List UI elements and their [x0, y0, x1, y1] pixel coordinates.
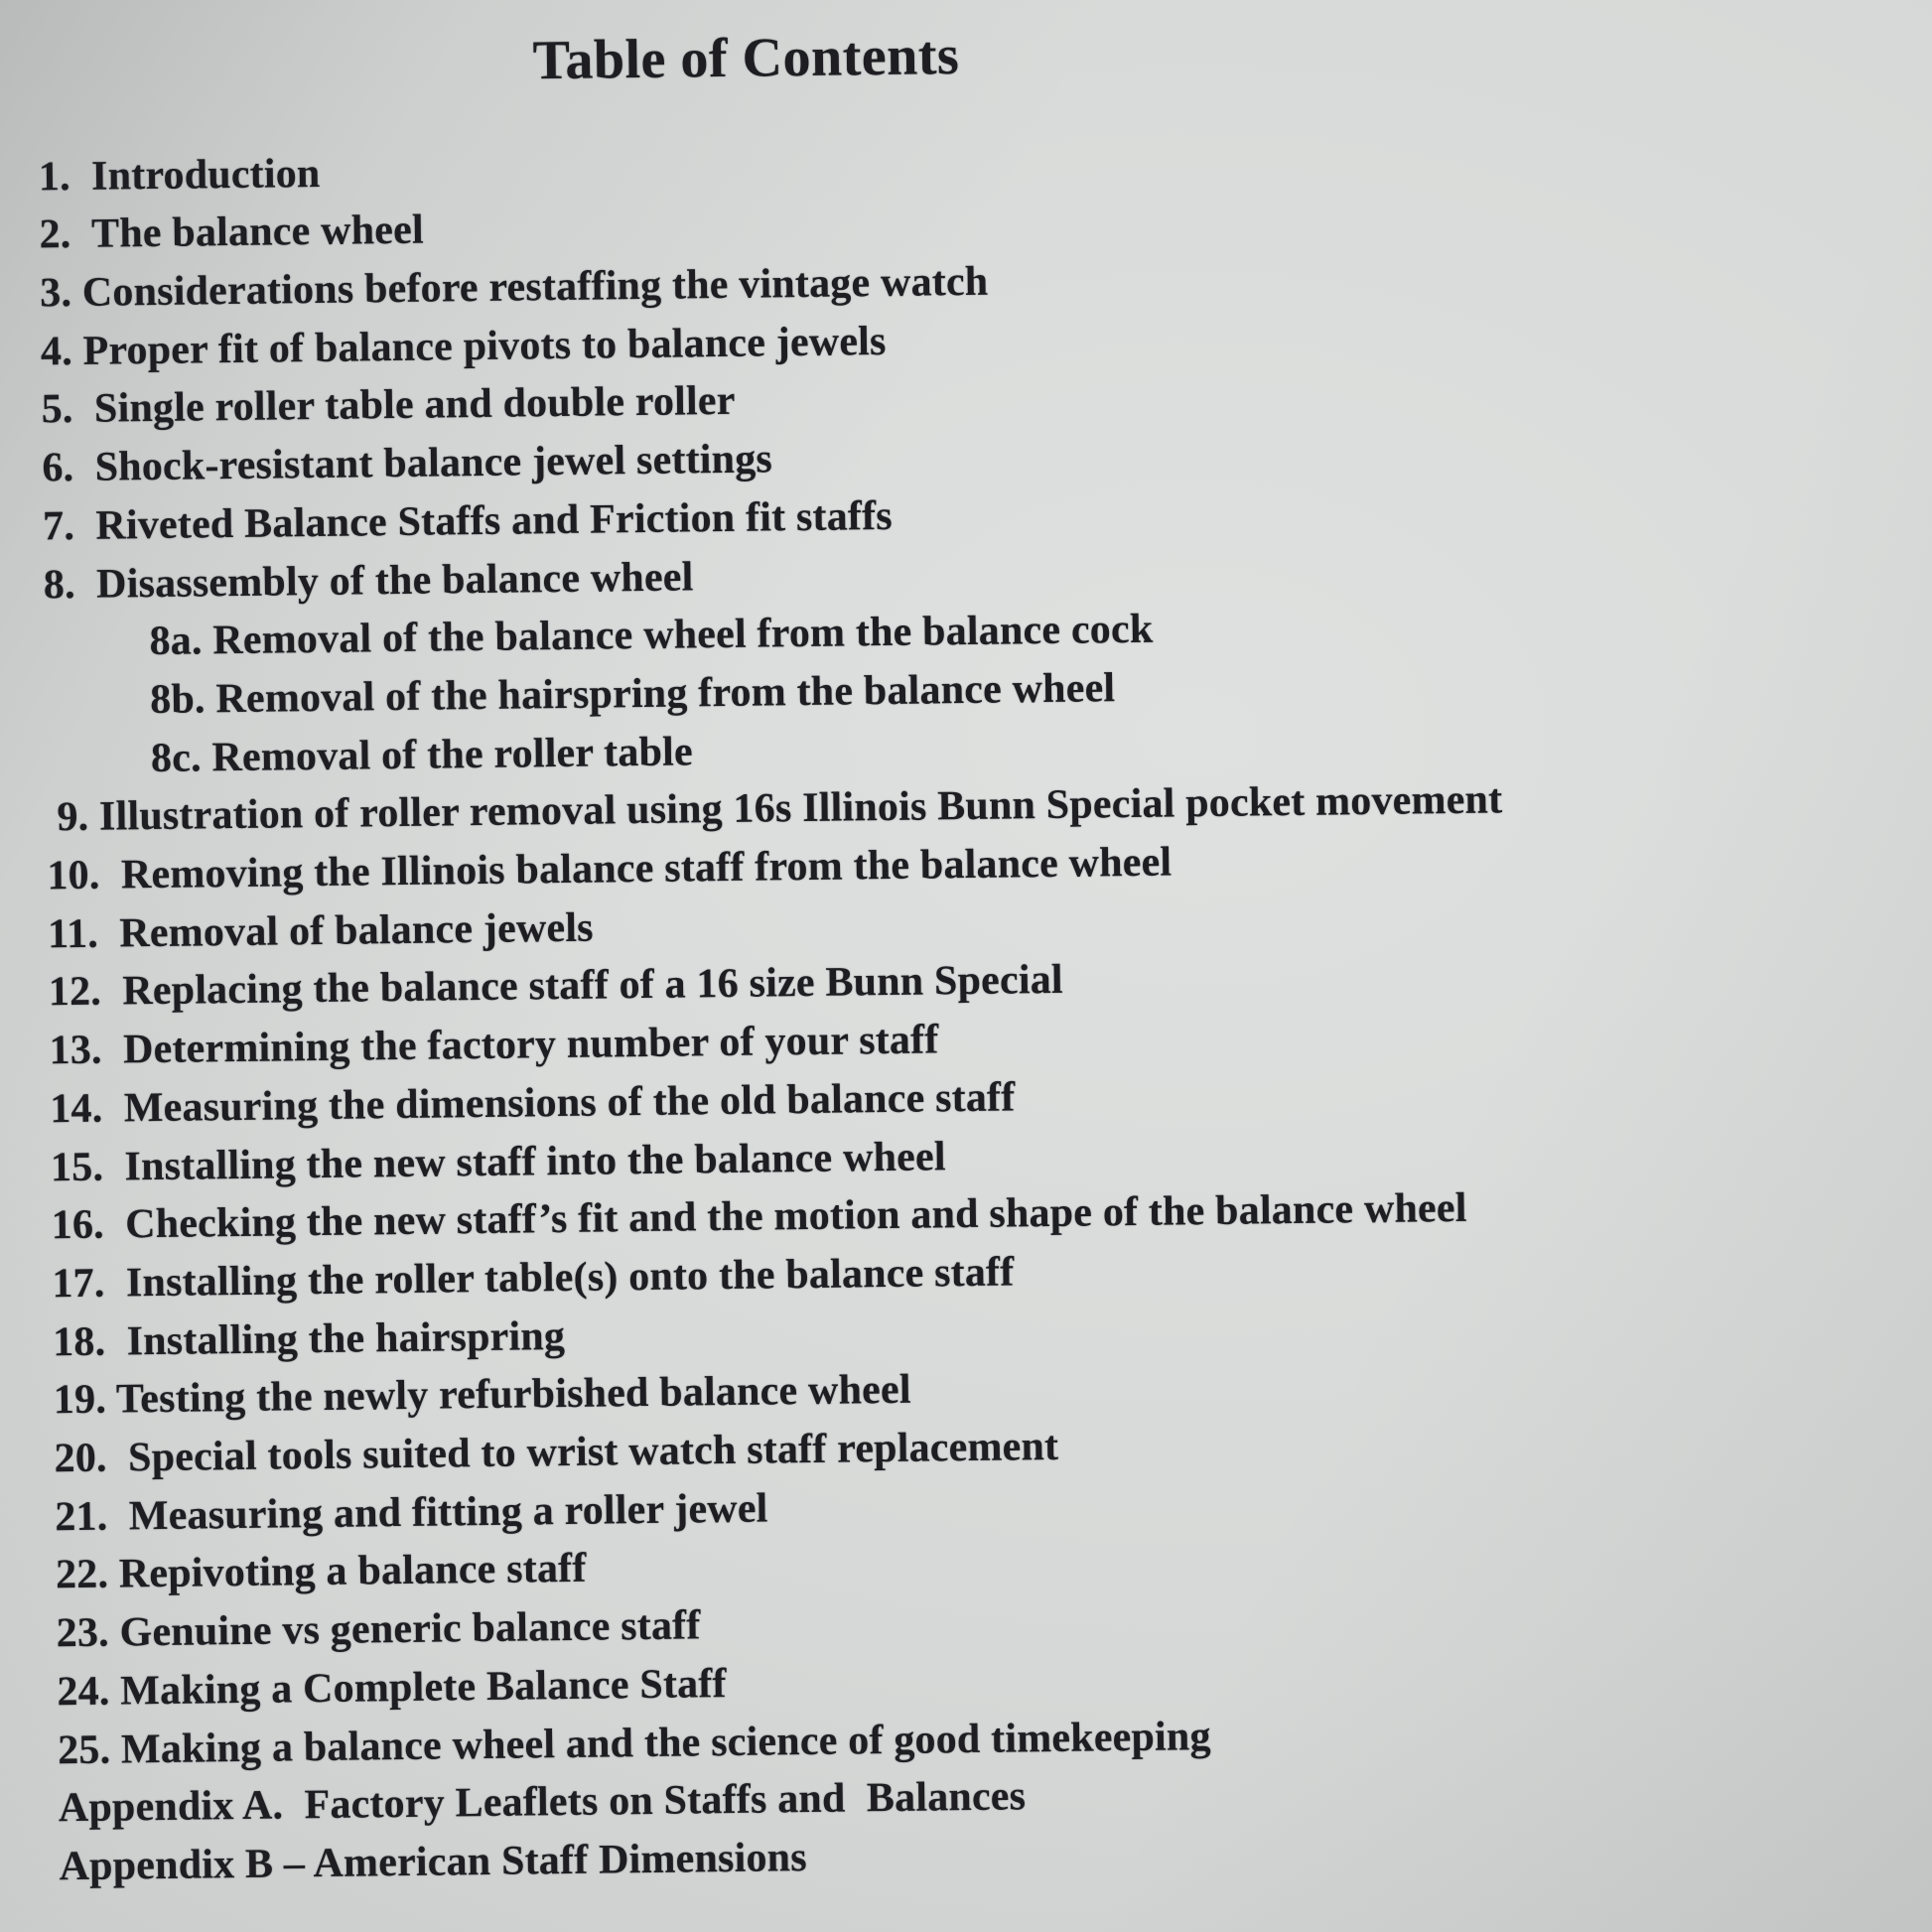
- toc-subentry: 8c. Removal of the roller table: [150, 728, 694, 781]
- toc-entry: 14. Measuring the dimensions of the old balance staff: [50, 1074, 1016, 1133]
- toc-entry: 16. Checking the new staff’s fit and the motion and shape of the balance wheel: [51, 1185, 1467, 1249]
- toc-subentry: 8a. Removal of the balance wheel from the balance cock: [149, 606, 1154, 665]
- toc-entry: 7. Riveted Balance Staffs and Friction fit staffs: [42, 492, 894, 550]
- toc-entry: 5. Single roller table and double roller: [41, 378, 736, 433]
- toc-entry: 23. Genuine vs generic balance staff: [56, 1602, 701, 1657]
- toc-entry: 4. Proper fit of balance pivots to balance jewels: [40, 318, 887, 375]
- toc-subentry: 8b. Removal of the hairspring from the balance wheel: [149, 665, 1116, 723]
- toc-entry: 11. Removal of balance jewels: [47, 904, 594, 958]
- toc-entry: 12. Replacing the balance staff of a 16 size Bunn Special: [48, 957, 1064, 1016]
- toc-entry: 18. Installing the hairspring: [52, 1312, 566, 1365]
- toc-entry: 25. Making a balance wheel and the science of good timekeeping: [57, 1713, 1211, 1773]
- toc-entry: 6. Shock-resistant balance jewel settings: [42, 436, 773, 491]
- toc-entry: 1. Introduction: [38, 150, 321, 200]
- toc-entry: Appendix B – American Staff Dimensions: [59, 1835, 808, 1890]
- toc-entry: 20. Special tools suited to wrist watch staff replacement: [54, 1423, 1059, 1482]
- toc-entry: 13. Determining the factory number of your staff: [49, 1017, 939, 1074]
- toc-entry: 19. Testing the newly refurbished balance wheel: [53, 1367, 911, 1424]
- toc-entry: 24. Making a Complete Balance Staff: [57, 1660, 728, 1716]
- toc-entry: 9. Illustration of roller removal using 16s Illinois Bunn Special pocket movement: [46, 776, 1503, 841]
- toc-list: [0, 125, 1932, 1897]
- toc-entry: 2. The balance wheel: [39, 207, 425, 258]
- toc-entry: 10. Removing the Illinois balance staff from the balance wheel: [47, 839, 1173, 899]
- toc-entry: Appendix A. Factory Leaflets on Staffs and Balances: [58, 1773, 1027, 1832]
- page-title: Table of Contents: [532, 25, 960, 92]
- toc-entry: 21. Measuring and fitting a roller jewel: [55, 1485, 768, 1541]
- toc-entry: 22. Repivoting a balance staff: [55, 1546, 587, 1598]
- toc-entry: 8. Disassembly of the balance wheel: [43, 553, 694, 608]
- toc-entry: 17. Installing the roller table(s) onto the balance staff: [52, 1249, 1015, 1308]
- toc-entry: 3. Considerations before restaffing the vintage watch: [39, 258, 989, 317]
- toc-entry: 15. Installing the new staff into the balance wheel: [50, 1133, 946, 1190]
